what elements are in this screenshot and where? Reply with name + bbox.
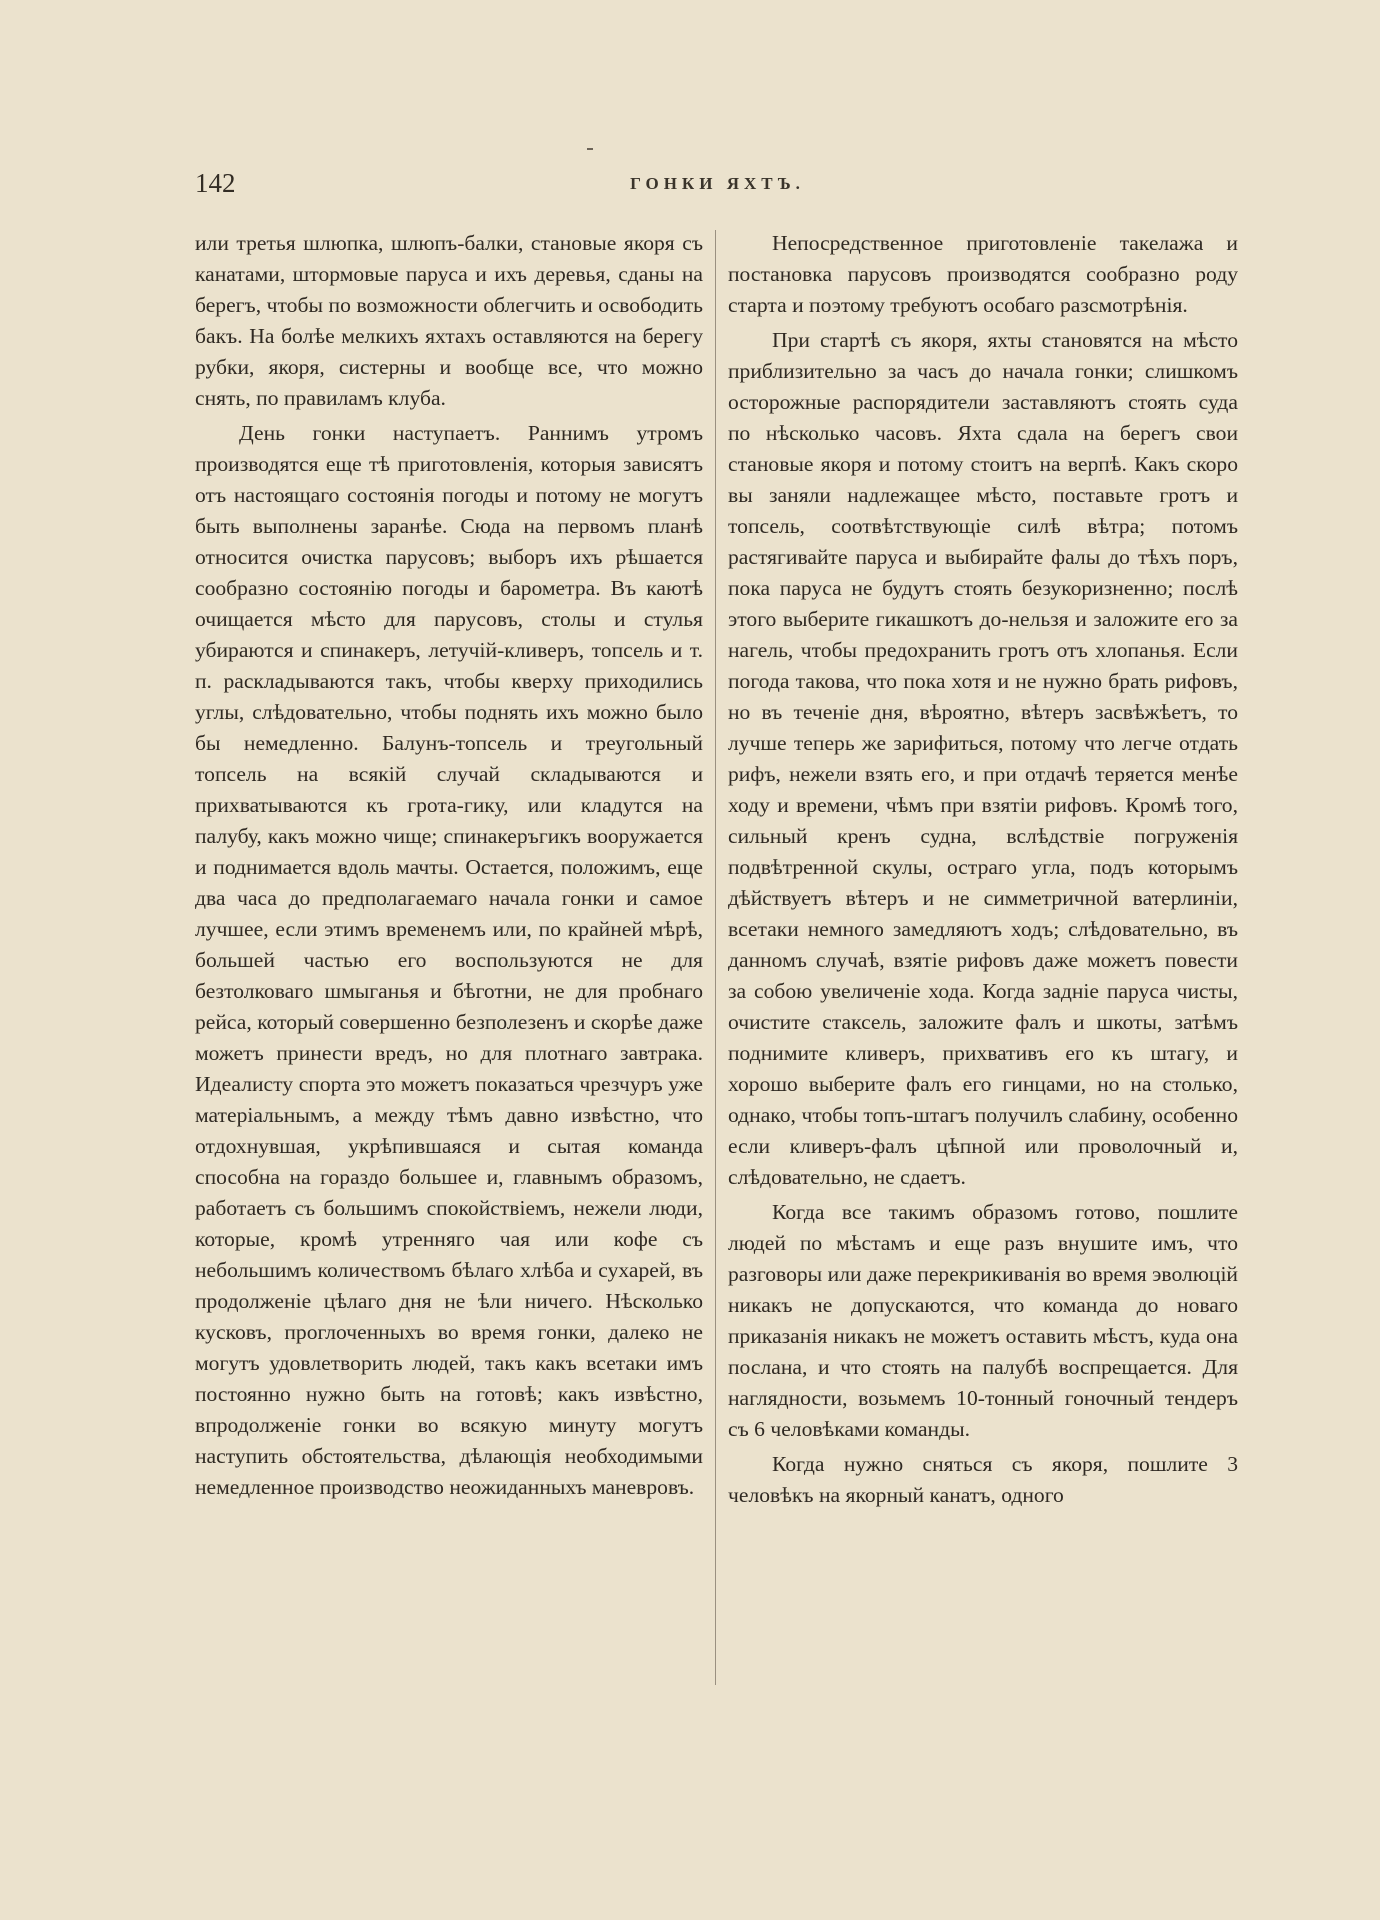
paragraph: Когда все такимъ образомъ готово, пошлите людей по мѣстамъ и еще разъ внушите имъ, что разговоры или даже перекрикиванія во время эволюцій никакъ не допускаются, что команда до новаго приказанія никакъ не можетъ оставить мѣстъ, куда она послана, и что стоять на палубѣ воспрещается. Для наглядности, возьмемъ 10-тонный гоночный тендеръ съ 6 человѣками команды. — [728, 1200, 1238, 1441]
column-divider — [715, 230, 716, 1685]
paragraph: Когда нужно сняться съ якоря, пошлите 3 человѣкъ на якорный канатъ, одного — [728, 1452, 1238, 1507]
paragraph: Непосредственное приготовленіе такелажа и постановка парусовъ производятся сообразно роду старта и поэтому требуютъ особаго разсмотрѣнія. — [728, 231, 1238, 317]
running-title: ГОНКИ ЯХТЪ. — [630, 174, 805, 193]
scan-mark — [587, 148, 593, 150]
right-column — [728, 228, 1238, 1511]
page-header — [195, 168, 1240, 208]
paragraph: или третья шлюпка, шлюпъ-балки, становые якоря съ канатами, штормовые паруса и ихъ деревья, сданы на берегъ, чтобы по возможности облегчить и освободить бакъ. На болѣе мелкихъ яхтахъ оставляются на берегу рубки, якоря, систерны и вообще все, что можно снять, по правиламъ клуба. — [195, 231, 703, 410]
left-column — [195, 228, 703, 1503]
page-number: 142 — [195, 168, 236, 198]
paragraph: При стартѣ съ якоря, яхты становятся на мѣсто приблизительно за часъ до начала гонки; слишкомъ осторожные распорядители заставляютъ стоять суда по нѣсколько часовъ. Яхта сдала на берегъ свои становые якоря и потому стоитъ на верпѣ. Какъ скоро вы заняли надлежащее мѣсто, поставьте гротъ и топсель, соотвѣтствующіе силѣ вѣтра; потомъ растягивайте паруса и выбирайте фалы до тѣхъ поръ, пока паруса не будутъ стоять безукоризненно; послѣ этого выберите гикашкотъ до-нельзя и заложите его за нагель, чтобы предохранить гротъ отъ хлопанья. Если погода такова, что пока хотя и не нужно брать рифовъ, но въ теченіе дня, вѣроятно, вѣтеръ засвѣжѣетъ, то лучше теперь же зарифиться, потому что легче отдать рифъ, нежели взять его, и при отдачѣ теряется менѣе ходу и времени, чѣмъ при взятіи рифовъ. Кромѣ того, сильный кренъ судна, вслѣдствіе погруженія подвѣтренной скулы, остраго угла, подъ которымъ дѣйствуетъ вѣтеръ и не симметричной ватерлиніи, всетаки немного замедляютъ ходъ; слѣдовательно, въ данномъ случаѣ, взятіе рифовъ даже можетъ повести за собою увеличеніе хода. Когда задніе паруса чисты, очистите стаксель, заложите фалъ и шкоты, затѣмъ поднимите кливеръ, прихвативъ его къ штагу, и хорошо выберите фалъ его гинцами, но на столько, однако, чтобы топъ-штагъ получилъ слабину, особенно если кливеръ-фалъ цѣпной или проволочный и, слѣдовательно, не сдаетъ. — [728, 328, 1238, 1189]
paragraph: День гонки наступаетъ. Раннимъ утромъ производятся еще тѣ приготовленія, которыя зависятъ отъ настоящаго состоянія погоды и потому не могутъ быть выполнены заранѣе. Сюда на первомъ планѣ относится очистка парусовъ; выборъ ихъ рѣшается сообразно состоянію погоды и барометра. Въ каютѣ очищается мѣсто для парусовъ, столы и стулья убираются и спинакеръ, летучій-кливеръ, топсель и т. п. раскладываются такъ, чтобы кверху приходились углы, слѣдовательно, чтобы поднять ихъ можно было бы немедленно. Балунъ-топсель и треугольный топсель на всякій случай складываются и прихватываются къ грота-гику, или кладутся на палубу, какъ можно чище; спинакеръгикъ вооружается и поднимается вдоль мачты. Остается, положимъ, еще два часа до предполагаемаго начала гонки и самое лучшее, если этимъ временемъ или, по крайней мѣрѣ, большей частью его воспользуются не для безтолковаго шмыганья и бѣготни, не для пробнаго рейса, который совершенно безполезенъ и скорѣе даже можетъ принести вредъ, но для плотнаго завтрака. Идеалисту спорта это можетъ показаться чрезчуръ уже матеріальнымъ, а между тѣмъ давно извѣстно, что отдохнувшая, укрѣпившаяся и сытая команда способна на гораздо большее и, главнымъ образомъ, работаетъ съ большимъ спокойствіемъ, нежели люди, которые, кромѣ утренняго чая или кофе съ небольшимъ количествомъ бѣлаго хлѣба и сухарей, въ продолженіе цѣлаго дня не ѣли ничего. Нѣсколько кусковъ, проглоченныхъ во время гонки, далеко не могутъ удовлетворить людей, такъ какъ всетаки имъ постоянно нужно быть на готовѣ; какъ извѣстно, впродолженіе гонки во всякую минуту могутъ наступить обстоятельства, дѣлающія необходимыми немедленное производство неожиданныхъ маневровъ. — [195, 421, 703, 1499]
